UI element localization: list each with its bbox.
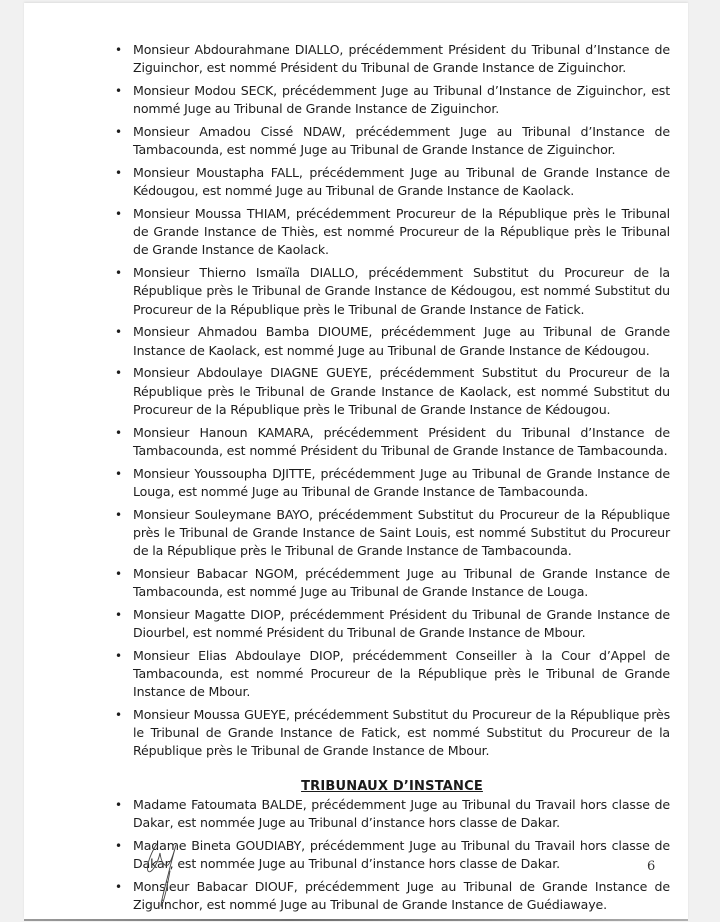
list-item: [114, 606, 670, 642]
page-bottom-edge: [24, 919, 688, 921]
appointment-text: Monsieur Abdourahmane DIALLO, précédemment Président du Tribunal d’Instance de Ziguinchor, est nommé Président du Tribunal de Grande Instance de Ziguinchor.: [133, 42, 670, 76]
list-item: [114, 205, 670, 260]
bullet-icon: •: [115, 43, 122, 57]
bullet-icon: •: [115, 166, 122, 180]
list-item: [114, 647, 670, 702]
list-item: [114, 506, 670, 561]
list-item: [114, 706, 670, 761]
appointment-text: Monsieur Babacar NGOM, précédemment Juge au Tribunal de Grande Instance de Tambacounda, est nommé Juge au Tribunal de Grande Instance de Louga.: [133, 565, 670, 600]
bullet-icon: •: [115, 607, 122, 622]
bullet-icon: •: [115, 838, 122, 853]
appointment-text: Monsieur Babacar DIOUF, précédemment Juge au Tribunal de Grande Instance de Ziguinchor, est nommé Juge au Tribunal de Grande Instance de Guédiawaye.: [133, 878, 670, 912]
appointment-text: Monsieur Thierno Ismaïla DIALLO, précédemment Substitut du Procureur de la République près le Tribunal de Grande Instance de Kédougou, est nommé Substitut du Procureur de la République près le Tribunal de Grande Instance de Fatick.: [133, 265, 670, 317]
bullet-icon: •: [115, 325, 122, 340]
list-item: [114, 796, 670, 832]
list-item: [114, 565, 670, 601]
list-item: [114, 323, 670, 359]
bullet-icon: •: [115, 207, 122, 221]
grande-instance-appointments-list: [114, 41, 670, 761]
list-item: [114, 41, 670, 77]
bullet-icon: •: [115, 466, 122, 481]
appointment-text: Monsieur Ahmadou Bamba DIOUME, précédemment Juge au Tribunal de Grande Instance de Kaolack, est nommé Juge au Tribunal de Grande Instance de Kédougou.: [133, 324, 670, 358]
bullet-icon: •: [115, 566, 122, 581]
list-item: [114, 465, 670, 501]
page-number: 6: [647, 859, 656, 874]
bullet-icon: •: [115, 425, 122, 440]
bullet-icon: •: [115, 366, 122, 381]
list-item: [114, 264, 670, 319]
appointment-text: Monsieur Modou SECK, précédemment Juge au Tribunal d’Instance de Ziguinchor, est nommé Juge au Tribunal de Grande Instance de Ziguinchor.: [133, 83, 670, 117]
list-item: [114, 364, 670, 419]
bullet-icon: •: [115, 879, 122, 894]
appointment-text: Monsieur Youssoupha DJITTE, précédemment Juge au Tribunal de Grande Instance de Louga, est nommé Juge au Tribunal de Grande Instance de Tambacounda.: [133, 465, 670, 499]
bullet-icon: •: [115, 125, 122, 139]
appointment-text: Madame Fatoumata BALDE, précédemment Juge au Tribunal du Travail hors classe de Dakar, est nommée Juge au Tribunal d’instance hors classe de Dakar.: [133, 796, 670, 830]
appointment-text: Monsieur Souleymane BAYO, précédemment Substitut du Procureur de la République près le Tribunal de Grande Instance de Saint Louis, est nommé Substitut du Procureur de la République près le Tribunal de Grande Instance de Tambacounda.: [133, 506, 670, 559]
bullet-icon: •: [115, 507, 122, 522]
bullet-icon: •: [115, 266, 122, 281]
document-page: [24, 3, 688, 919]
appointment-text: Monsieur Moussa THIAM, précédemment Procureur de la République près le Tribunal de Grande Instance de Thiès, est nommé Procureur de la République près le Tribunal de Grande Instance de Kaolack.: [133, 206, 670, 258]
appointment-text: Monsieur Elias Abdoulaye DIOP, précédemment Conseiller à la Cour d’Appel de Tambacounda, est nommé Procureur de la République près le Tribunal de Grande Instance de Mbour.: [133, 647, 670, 700]
bullet-icon: •: [115, 648, 122, 663]
bullet-icon: •: [115, 84, 122, 98]
appointment-text: Monsieur Abdoulaye DIAGNE GUEYE, précédemment Substitut du Procureur de la République près le Tribunal de Grande Instance de Kaolack, est nommé Substitut du Procureur de la République près le Tribunal de Grande Instance de Kédougou.: [133, 365, 670, 417]
appointment-text: Monsieur Moussa GUEYE, précédemment Substitut du Procureur de la République près le Tribunal de Grande Instance de Fatick, est nommé Substitut du Procureur de la République près le Tribunal de Grande Instance de Mbour.: [133, 707, 670, 759]
bullet-icon: •: [115, 797, 122, 812]
appointment-text: Madame Bineta GOUDIABY, précédemment Juge au Tribunal du Travail hors classe de Dakar, est nommée Juge au Tribunal d’instance hors classe de Dakar.: [133, 837, 670, 871]
appointment-text: Monsieur Magatte DIOP, précédemment Président du Tribunal de Grande Instance de Diourbel, est nommé Président du Tribunal de Grande Instance de Mbour.: [133, 606, 670, 641]
appointment-text: Monsieur Hanoun KAMARA, précédemment Président du Tribunal d’Instance de Tambacounda, est nommé Président du Tribunal de Grande Instance de Tambacounda.: [133, 424, 670, 458]
bullet-icon: •: [115, 708, 122, 723]
list-item: [114, 164, 670, 200]
list-item: [114, 123, 670, 159]
section-heading-tribunaux-instance: TRIBUNAUX D’INSTANCE: [301, 778, 483, 794]
page-content: [114, 41, 670, 919]
appointment-text: Monsieur Moustapha FALL, précédemment Juge au Tribunal de Grande Instance de Kédougou, est nommé Juge au Tribunal de Grande Instance de Kaolack.: [133, 165, 670, 199]
handwritten-signature-icon: [142, 841, 212, 911]
list-item: [114, 82, 670, 118]
appointment-text: Monsieur Amadou Cissé NDAW, précédemment Juge au Tribunal d’Instance de Tambacounda, est nommé Juge au Tribunal de Grande Instance de Ziguinchor.: [133, 124, 670, 158]
list-item: [114, 424, 670, 460]
